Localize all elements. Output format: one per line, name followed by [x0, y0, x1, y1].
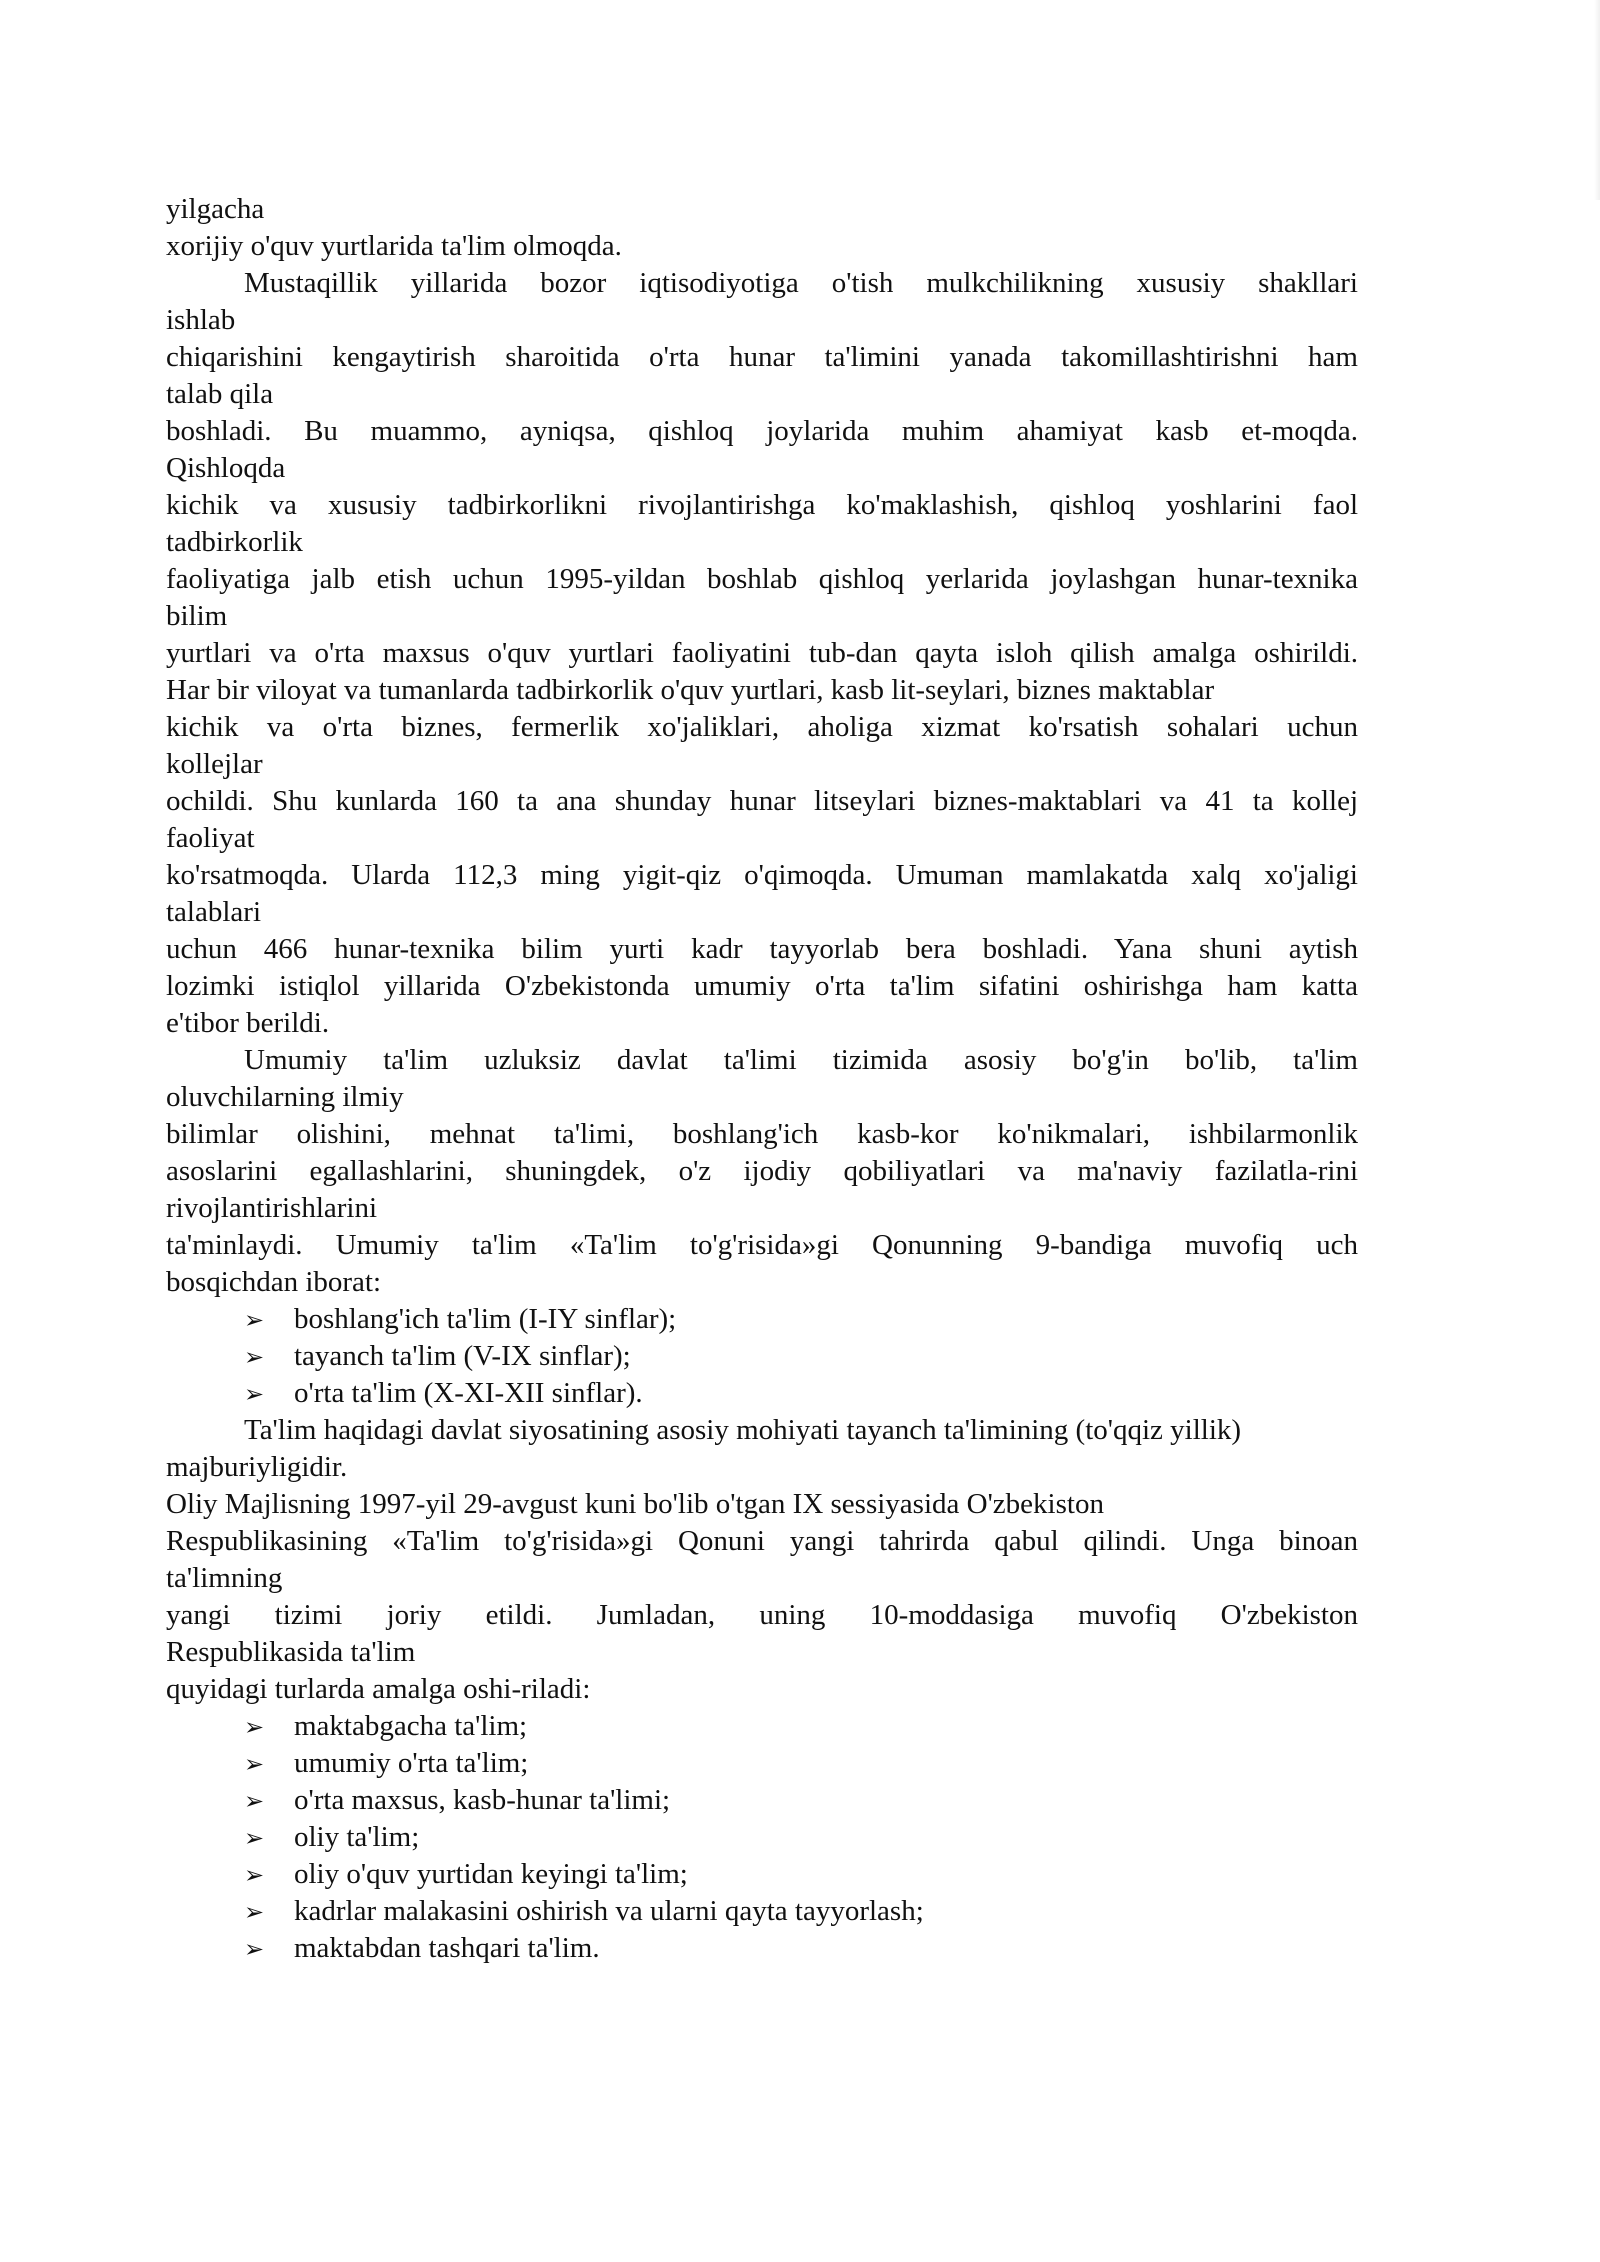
text-line: Oliy Majlisning 1997-yil 29-avgust kuni bo'lib o'tgan IX sessiyasida O'zbekiston	[166, 1488, 1104, 1520]
text-line: ochildi. Shu kunlarda 160 ta ana shunday hunar litseylari biznes-maktablari va 41 ta kollej	[166, 785, 1358, 817]
arrow-bullet-icon: ➢	[244, 1380, 265, 1408]
text-line: xorijiy o'quv yurtlarida ta'lim olmoqda.	[166, 230, 622, 262]
paragraph-start-line: Umumiy ta'lim uzluksiz davlat ta'limi tizimida asosiy bo'g'in bo'lib, ta'lim	[244, 1044, 1358, 1076]
text-line: asoslarini egallashlarini, shuningdek, o'z ijodiy qobiliyatlari va ma'naviy fazilatla-rini	[166, 1155, 1358, 1187]
list-item-text: maktabgacha ta'lim;	[294, 1710, 528, 1742]
arrow-bullet-icon: ➢	[244, 1935, 265, 1963]
text-line: bosqichdan iborat:	[166, 1266, 382, 1298]
text-line: boshladi. Bu muammo, ayniqsa, qishloq joylarida muhim ahamiyat kasb et-moqda.	[166, 415, 1358, 447]
text-line: ko'rsatmoqda. Ularda 112,3 ming yigit-qiz o'qimoqda. Umuman mamlakatda xalq xo'jaligi	[166, 859, 1358, 891]
text-line: kichik va o'rta biznes, fermerlik xo'jaliklari, aholiga xizmat ko'rsatish sohalari uchun	[166, 711, 1358, 743]
text-line: majburiyligidir.	[166, 1451, 348, 1483]
list-item-text: boshlang'ich ta'lim (I-IY sinflar);	[294, 1303, 677, 1335]
bullet-list-item	[166, 1338, 1358, 1375]
text-line: bilimlar olishini, mehnat ta'limi, boshlang'ich kasb-kor ko'nikmalari, ishbilarmonlik	[166, 1118, 1358, 1150]
text-line: yurtlari va o'rta maxsus o'quv yurtlari faoliyatini tub-dan qayta isloh qilish amalga oshirildi.	[166, 637, 1358, 669]
arrow-bullet-icon: ➢	[244, 1713, 265, 1741]
text-line: yilgacha	[166, 193, 265, 225]
arrow-bullet-icon: ➢	[244, 1898, 265, 1926]
list-item-text: kadrlar malakasini oshirish va ularni qayta tayyorlash;	[294, 1895, 924, 1927]
paragraph-start-line: Mustaqillik yillarida bozor iqtisodiyotiga o'tish mulkchilikning xususiy shakllari	[244, 267, 1358, 299]
arrow-bullet-icon: ➢	[244, 1824, 265, 1852]
arrow-bullet-icon: ➢	[244, 1343, 265, 1371]
text-line: talab qila	[166, 378, 274, 410]
text-line: faoliyat	[166, 822, 255, 854]
bullet-list-item	[166, 1856, 1358, 1893]
list-item-text: maktabdan tashqari ta'lim.	[294, 1932, 600, 1964]
bullet-list-item	[166, 1893, 1358, 1930]
bullet-list-item	[166, 1930, 1358, 1967]
list-item-text: oliy ta'lim;	[294, 1821, 420, 1853]
bullet-list-item	[166, 1819, 1358, 1856]
paragraph-start-line: Ta'lim haqidagi davlat siyosatining asosiy mohiyati tayanch ta'limining (to'qqiz yillik)	[244, 1414, 1242, 1446]
bullet-list-item	[166, 1782, 1358, 1819]
text-line: faoliyatiga jalb etish uchun 1995-yildan boshlab qishloq yerlarida joylashgan hunar-texnika	[166, 563, 1358, 595]
text-line: yangi tizimi joriy etildi. Jumladan, uning 10-moddasiga muvofiq O'zbekiston	[166, 1599, 1358, 1631]
list-item-text: o'rta maxsus, kasb-hunar ta'limi;	[294, 1784, 671, 1816]
text-line: oluvchilarning ilmiy	[166, 1081, 404, 1113]
arrow-bullet-icon: ➢	[244, 1750, 265, 1778]
text-line: Qishloqda	[166, 452, 286, 484]
text-line: uchun 466 hunar-texnika bilim yurti kadr tayyorlab bera boshladi. Yana shuni aytish	[166, 933, 1358, 965]
text-line: quyidagi turlarda amalga oshi-riladi:	[166, 1673, 591, 1705]
text-line: ta'minlaydi. Umumiy ta'lim «Ta'lim to'g'risida»gi Qonunning 9-bandiga muvofiq uch	[166, 1229, 1358, 1261]
list-item-text: umumiy o'rta ta'lim;	[294, 1747, 529, 1779]
arrow-bullet-icon: ➢	[244, 1306, 265, 1334]
text-line: kollejlar	[166, 748, 263, 780]
page-edge-shadow	[1594, 0, 1600, 200]
bullet-list-item	[166, 1301, 1358, 1338]
bullet-list-item	[166, 1375, 1358, 1412]
arrow-bullet-icon: ➢	[244, 1787, 265, 1815]
list-item-text: tayanch ta'lim (V-IX sinflar);	[294, 1340, 631, 1372]
text-line: Respublikasining «Ta'lim to'g'risida»gi Qonuni yangi tahrirda qabul qilindi. Unga binoan	[166, 1525, 1358, 1557]
list-item-text: oliy o'quv yurtidan keyingi ta'lim;	[294, 1858, 688, 1890]
text-line: ta'limning	[166, 1562, 283, 1594]
text-line: kichik va xususiy tadbirkorlikni rivojlantirishga ko'maklashish, qishloq yoshlarini faol	[166, 489, 1358, 521]
text-line: tadbirkorlik	[166, 526, 303, 558]
list-item-text: o'rta ta'lim (X-XI-XII sinflar).	[294, 1377, 643, 1409]
text-line: Respublikasida ta'lim	[166, 1636, 416, 1668]
text-line: e'tibor berildi.	[166, 1007, 330, 1039]
text-line: Har bir viloyat va tumanlarda tadbirkorlik o'quv yurtlari, kasb lit-seylari, biznes maktablar	[166, 674, 1215, 706]
text-line: bilim	[166, 600, 228, 632]
text-line: rivojlantirishlarini	[166, 1192, 378, 1224]
text-line: talablari	[166, 896, 262, 928]
bullet-list-item	[166, 1708, 1358, 1745]
bullet-list-item	[166, 1745, 1358, 1782]
text-line: ishlab	[166, 304, 236, 336]
text-line: chiqarishini kengaytirish sharoitida o'rta hunar ta'limini yanada takomillashtirishni ham	[166, 341, 1358, 373]
arrow-bullet-icon: ➢	[244, 1861, 265, 1889]
document-body	[166, 191, 1358, 1967]
text-line: lozimki istiqlol yillarida O'zbekistonda umumiy o'rta ta'lim sifatini oshirishga ham katta	[166, 970, 1358, 1002]
